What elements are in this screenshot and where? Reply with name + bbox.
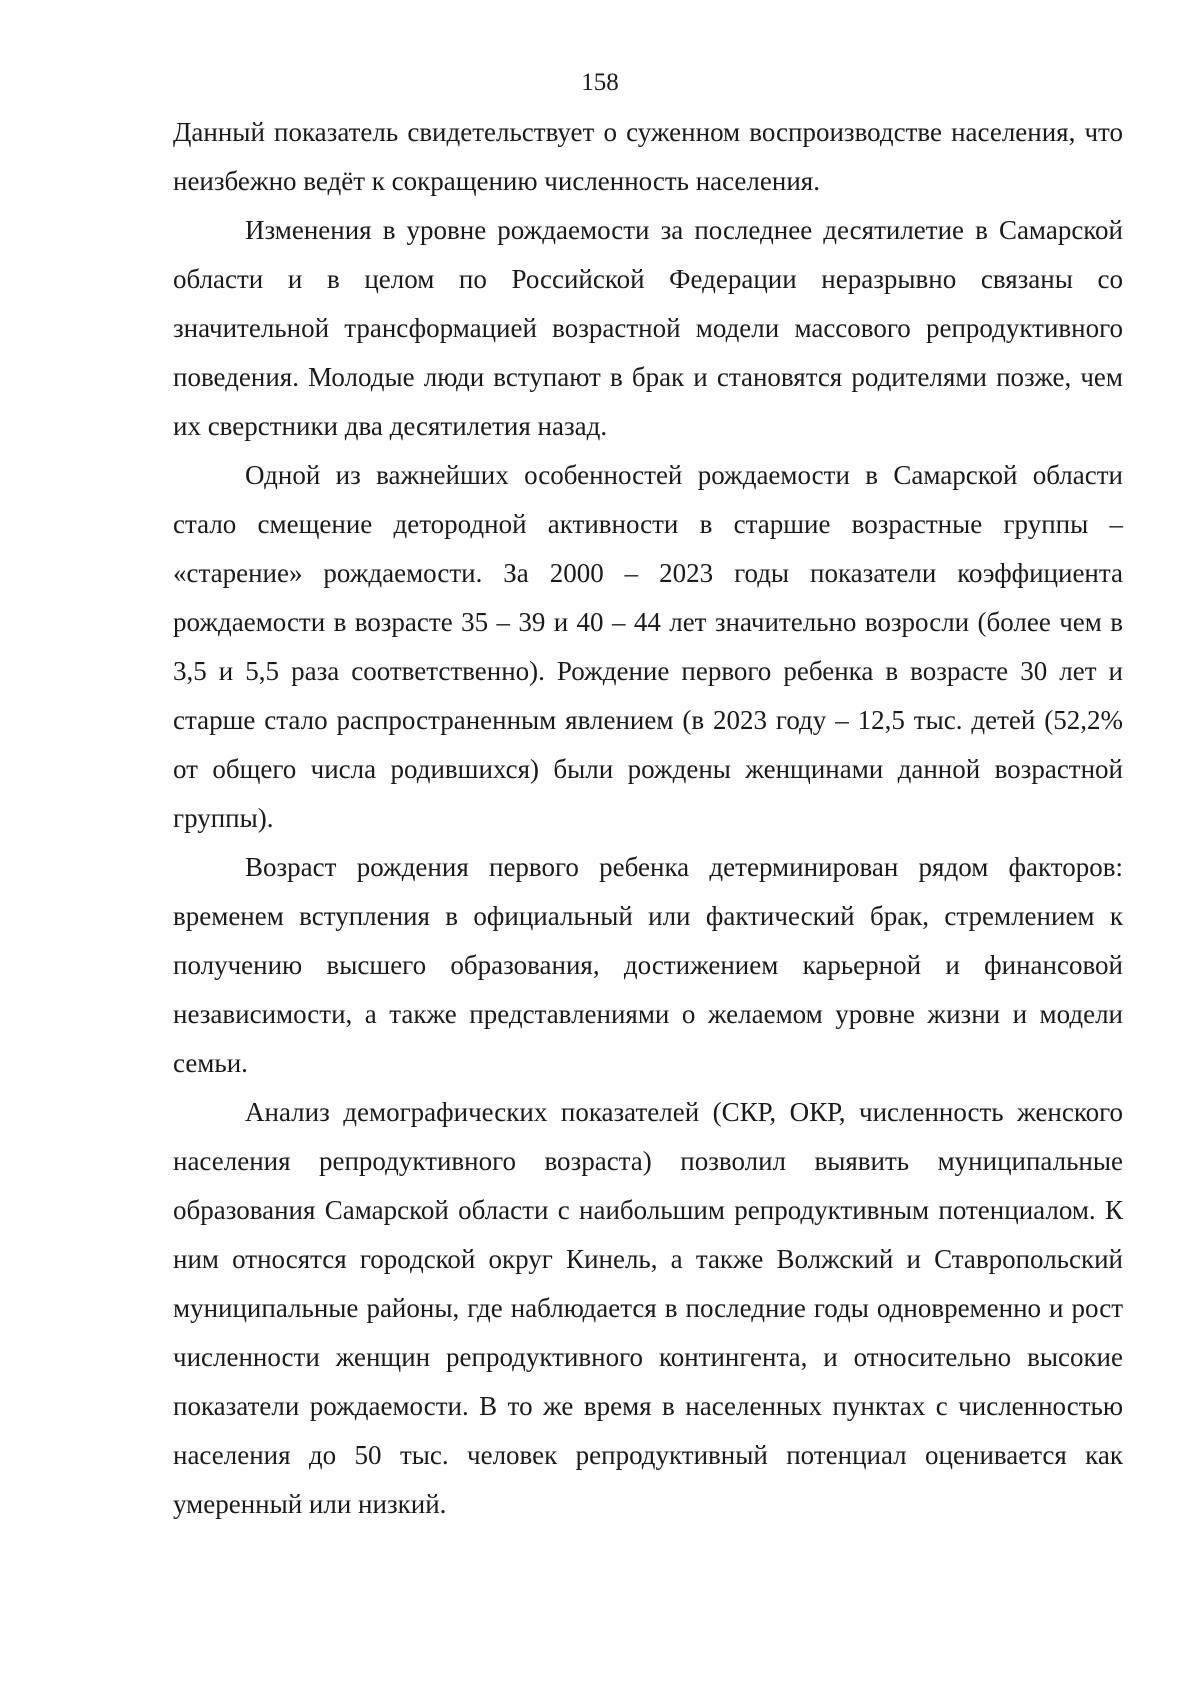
paragraph-fertility-changes: Изменения в уровне рождаемости за последнее десятилетие в Самарской области и в целом по Российской Федерации неразрывно связаны со значительной трансформацией возрастной модели массового репродуктивного поведения. Молодые люди вступают в брак и становятся родителями позже, чем их сверстники два десятилетия назад. — [173, 215, 1123, 441]
paragraph-first-birth-age: Возраст рождения первого ребенка детерминирован рядом факторов: временем вступления в официальный или фактический брак, стремлением к получению высшего образования, достижением карьерной и финансовой независимости, а также представлениями о желаемом уровне жизни и модели семьи. — [173, 852, 1123, 1078]
page-number: 158 — [581, 69, 619, 96]
paragraph-fertility-aging: Одной из важнейших особенностей рождаемости в Самарской области стало смещение детородной активности в старшие возрастные группы – «старение» рождаемости. За 2000 – 2023 годы показатели коэффициента рождаемости в возрасте 35 – 39 и 40 – 44 лет значительно возросли (более чем в 3,5 и 5,5 раза соответственно). Рождение первого ребенка в возрасте 30 лет и старше стало распространенным явлением (в 2023 году – 12,5 тыс. детей (52,2% от общего числа родившихся) были рождены женщинами данной возрастной группы). — [173, 460, 1123, 833]
document-body — [173, 108, 1123, 1529]
paragraph-reproductive-potential: Анализ демографических показателей (СКР, ОКР, численность женского населения репродуктивного возраста) позволил выявить муниципальные образования Самарской области с наибольшим репродуктивным потенциалом. К ним относятся городской округ Кинель, а также Волжский и Ставропольский муниципальные районы, где наблюдается в последние годы одновременно и рост численности женщин репродуктивного контингента, и относительно высокие показатели рождаемости. В то же время в населенных пунктах с численностью населения до 50 тыс. человек репродуктивный потенциал оценивается как умеренный или низкий. — [173, 1097, 1123, 1519]
paragraph-continuation: Данный показатель свидетельствует о суженном воспроизводстве населения, что неизбежно ведёт к сокращению численность населения. — [173, 117, 1123, 196]
